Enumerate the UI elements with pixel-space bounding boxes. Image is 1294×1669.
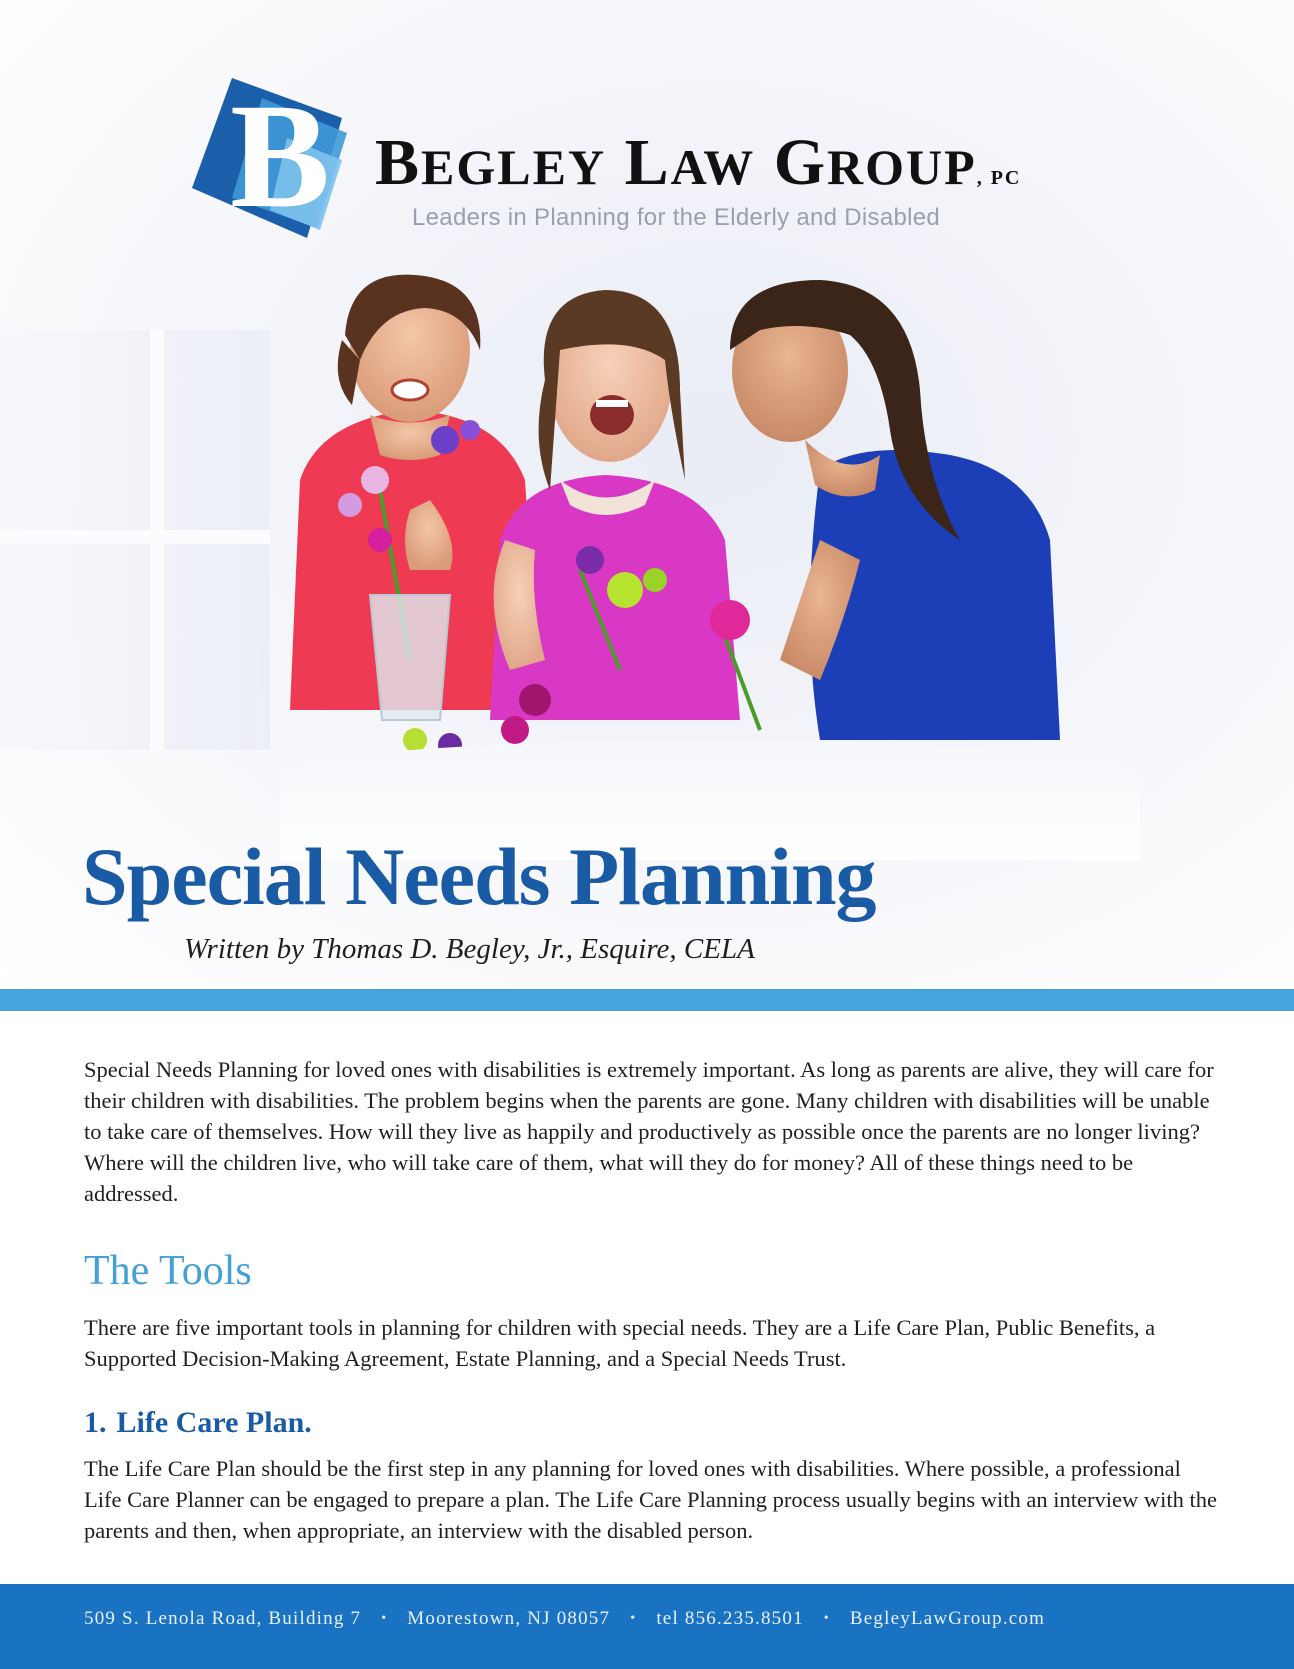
footer-phone[interactable]: tel 856.235.8501 (656, 1608, 804, 1629)
footer-separator: • (823, 1611, 830, 1626)
footer-contact-line (84, 1608, 1045, 1630)
tools-paragraph: There are five important tools in planning for children with special needs. They are a Life Care Plan, Public Benefits, a Supported Decision-Making Agreement, Estate Planning, and a Special Needs Trust. (84, 1315, 1156, 1371)
firm-name (375, 126, 1022, 199)
subheading-life-care-plan (84, 1408, 312, 1438)
footer-separator: • (381, 1611, 388, 1626)
firm-suffix: , PC (976, 167, 1022, 189)
life-care-plan-paragraph: The Life Care Plan should be the first step in any planning for loved ones with disabilities. Where possible, a professional Life Care Planner can be engaged to prepare a plan. The Life Care Planning process usually begins with an interview with the parents and then, when appropriate, an interview with the disabled person. (84, 1456, 1217, 1543)
firm-name-text: BEGLEY LAW GROUP (375, 126, 977, 199)
intro-paragraph: Special Needs Planning for loved ones with disabilities is extremely important. As long as parents are alive, they will care for their children with disabilities. The problem begins when the parents are gone. Many children with disabilities will be unable to take care of themselves. How will they live as happily and productively as possible once the parents are no longer living? Where will the children live, who will take care of them, what will they do for money? All of these things need to be addressed. (84, 1057, 1214, 1206)
subheading-number: 1. (84, 1406, 107, 1439)
firm-logo[interactable] (192, 78, 1092, 248)
svg-text:B: B (230, 78, 331, 239)
page-title: Special Needs Planning (82, 831, 876, 922)
background-window (0, 330, 270, 750)
subheading-text: Life Care Plan. (116, 1406, 312, 1439)
footer-website-link[interactable]: BegleyLawGroup.com (849, 1608, 1046, 1629)
firm-tagline: Leaders in Planning for the Elderly and Disabled (412, 204, 941, 231)
footer-separator: • (630, 1611, 637, 1626)
accent-divider (0, 989, 1294, 1011)
footer-address: 509 S. Lenola Road, Building 7 (84, 1608, 362, 1629)
author-byline: Written by Thomas D. Begley, Jr., Esquire, CELA (184, 933, 755, 965)
section-heading-tools: The Tools (84, 1248, 252, 1294)
footer-city: Moorestown, NJ 08057 (407, 1608, 611, 1629)
footer-bar (0, 1584, 1294, 1669)
begley-b-monogram-icon (192, 78, 352, 248)
